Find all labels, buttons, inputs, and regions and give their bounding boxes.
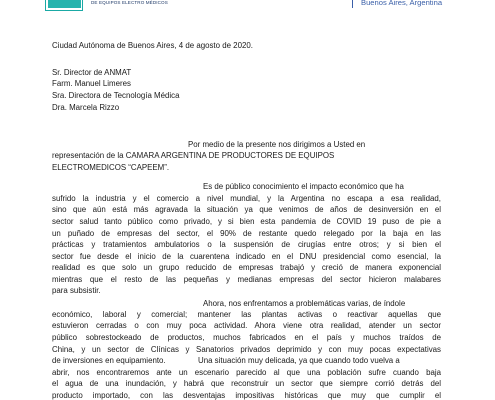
recipient-line: Farm. Manuel Limeres	[52, 79, 131, 88]
paragraph-line: Es de público conocimiento el impacto económico que ha	[203, 182, 404, 191]
recipient-line: Sr. Director de ANMAT	[52, 68, 132, 77]
paragraph-line: abrir, nos encontraremos ante un escenario parecido al que una población sufre cuando baja	[52, 368, 441, 377]
paragraph-line: Ahora, nos enfrentamos a problemáticas varias, de índole	[203, 299, 406, 308]
paragraph-line: China, y un sector de Clínicas y Sanatorios privados deprimido y con muy pocas expectativas	[52, 345, 441, 354]
paragraph-line: económico, laboral y comercial; mantener las plantas activas o reactivar aquellas que	[52, 310, 441, 319]
letterhead-subtitle: DE EQUIPOS ELECTRO MÉDICOS	[91, 0, 168, 5]
recipient-line: Sra. Directora de Tecnología Médica	[52, 91, 180, 100]
letterhead-city: Buenos Aires, Argentina	[361, 0, 443, 7]
paragraph-line: sector fue desde el inicio de la cuarentena indicado en el DNU presidencial como esencial, la	[52, 252, 441, 261]
logo-mark	[48, 0, 81, 8]
paragraph-line: el agua de una inundación, y habrá que reconstruir un sector que siempre corrió detrás del	[52, 379, 441, 388]
paragraph-line: de inversiones en equipamiento.	[52, 356, 166, 365]
letterhead-divider	[352, 0, 353, 8]
paragraph-line: Por medio de la presente nos dirigimos a Usted en	[188, 140, 366, 149]
paragraph-line: Una situación muy delicada, ya que cuando todo vuelva a	[198, 356, 400, 365]
paragraph-line: estuvieron cerradas o con muy poca actividad. Ahora viene otra realidad, atender un sector	[52, 321, 441, 330]
paragraph-line: un puñado de empresas del sector, el 90% de restante quedo relegado por la baja en las	[52, 229, 441, 238]
paragraph-line: sufrido la industria y el comercio a nivel mundial, y la Argentina no escapa a esa realidad,	[52, 194, 441, 203]
recipient-line: Dra. Marcela Rizzo	[52, 103, 120, 112]
paragraph-line: público sobrestockeado de productos, muchos fabricados en el país y muchos traídos de	[52, 333, 441, 342]
paragraph-line: ELECTROMEDICOS “CAPEEM”.	[52, 163, 170, 172]
paragraph-line: mientras que el resto de las pequeñas y medianas empresas del sector hicieron malabares	[52, 275, 441, 284]
paragraph-line: para subsistir.	[52, 286, 101, 295]
paragraph-line: sector salud tanto público como privado, y si bien esta pandemia de COVID 19 puso de pie a	[52, 217, 441, 226]
paragraph-line: representación de la CAMARA ARGENTINA DE PRODUCTORES DE EQUIPOS	[52, 151, 335, 160]
paragraph-line: realidad es que solo un grupo reducido de empresas trabajó y creció de manera exponencial	[52, 263, 441, 272]
paragraph-line: prácticas y tratamientos ambulatorios o la suspensión de cirugías entre otros; y si bien el	[52, 240, 441, 249]
paragraph-line: producto importado, con las desventajas impositivas históricas que muy que cumplir el	[52, 391, 441, 400]
date-line: Ciudad Autónoma de Buenos Aires, 4 de agosto de 2020.	[52, 41, 253, 50]
capeem-logo	[45, 0, 83, 11]
paragraph-line: sino que aún está más agravada la situación ya que venimos de años de desinversión en el	[52, 205, 441, 214]
